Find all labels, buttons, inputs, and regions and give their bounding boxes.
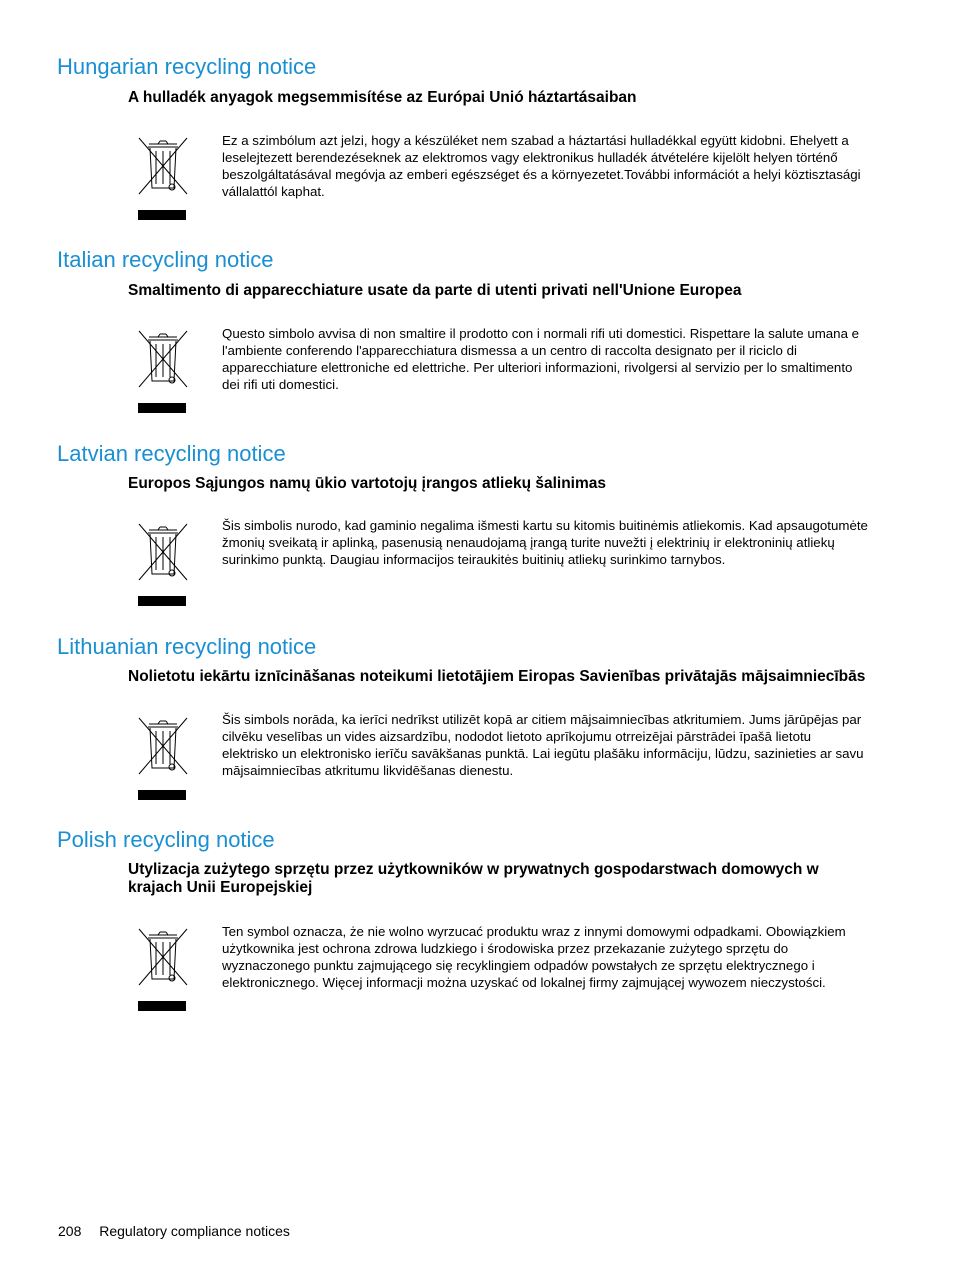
section-subheading: Utylizacja zużytego sprzętu przez użytkowników w prywatnych gospodarstwach domowych w krajach Unii Europejskiej — [128, 861, 819, 896]
weee-crossed-bin-icon — [134, 927, 192, 989]
section-heading: Polish recycling notice — [57, 827, 275, 852]
section-body: Questo simbolo avvisa di non smaltire il prodotto con i normali rifi uti domestici. Rispettare la salute umana e l'ambiente conferendo l'apparecchiatura dismessa a un centro di raccolta designato per il riciclo di apparecchiature elettroniche ed elettriche. Per ulteriori informazioni, rivolgersi al servizio per lo smaltimento dei rifi uti domestici. — [222, 326, 860, 392]
section-body: Šis simbols norāda, ka ierīci nedrīkst utilizēt kopā ar citiem mājsaimniecības atkritumiem. Jums jārūpējas par cilvēku veselības un vides aizsardzību, nododot lietoto aprīkojumu otrreizējai pārstrādei īpašā lietotu elektrisko un elektronisko ierīču savākšanas punktā. Lai iegūtu plašāku informāciju, lūdzu, sazinieties ar savu mājsaimniecības atkritumu likvidēšanas dienestu. — [222, 712, 864, 778]
weee-crossed-bin-icon — [134, 716, 192, 778]
section-subheading: Nolietotu iekārtu iznīcināšanas noteikumi lietotājiem Eiropas Savienības privātajās mājsaimniecībās — [128, 668, 866, 685]
section-body: Šis simbolis nurodo, kad gaminio negalima išmesti kartu su kitomis buitinėmis atliekomis. Kad apsaugotumėte žmonių sveikatą ir aplinką, pasenusią nenaudojamą įrangą turite nuvežti į elektrinių ir elektroninių atliekų surinkimo punktą. Daugiau informacijos teiraukitės buitinių atliekų surinkimo tarnybos. — [222, 518, 868, 567]
page-number: 208 — [58, 1223, 82, 1239]
section-heading: Hungarian recycling notice — [57, 54, 317, 79]
weee-crossed-bin-icon — [134, 136, 192, 198]
section-heading: Italian recycling notice — [57, 247, 274, 272]
section-heading: Latvian recycling notice — [57, 441, 286, 466]
section-body: Ez a szimbólum azt jelzi, hogy a készüléket nem szabad a háztartási hulladékkal együtt kidobni. Ehelyett a leselejtezett berendezéseknek az elektromos vagy elektronikus hulladék átvételére kijelölt helyen történő beszolgáltatásával megóvja az emberi egészséget és a környezetet.További információt a helyi köztisztasági vállalattól kaphat. — [222, 133, 861, 199]
section-subheading: A hulladék anyagok megsemmisítése az Európai Unió háztartásaiban — [128, 89, 637, 106]
weee-crossed-bin-icon — [134, 522, 192, 584]
section-subheading: Europos Sąjungos namų ūkio vartotojų įrangos atliekų šalinimas — [128, 475, 607, 492]
section-heading: Lithuanian recycling notice — [57, 634, 317, 659]
section-subheading: Smaltimento di apparecchiature usate da parte di utenti privati nell'Unione Europea — [128, 282, 742, 299]
page-footer — [58, 1223, 290, 1239]
footer-title: Regulatory compliance notices — [99, 1223, 290, 1239]
section-body: Ten symbol oznacza, że nie wolno wyrzucać produktu wraz z innymi domowymi odpadkami. Obowiązkiem użytkownika jest ochrona zdrowa ludzkiego i środowiska przez przekazanie zużytego sprzętu do wyznaczonego punktu zajmującego się recyklingiem odpadów powstałych ze sprzętu elektrycznego i elektronicznego. Więcej informacji można uzyskać od lokalnej firmy zajmującej wywozem nieczystości. — [222, 924, 846, 990]
weee-crossed-bin-icon — [134, 329, 192, 391]
